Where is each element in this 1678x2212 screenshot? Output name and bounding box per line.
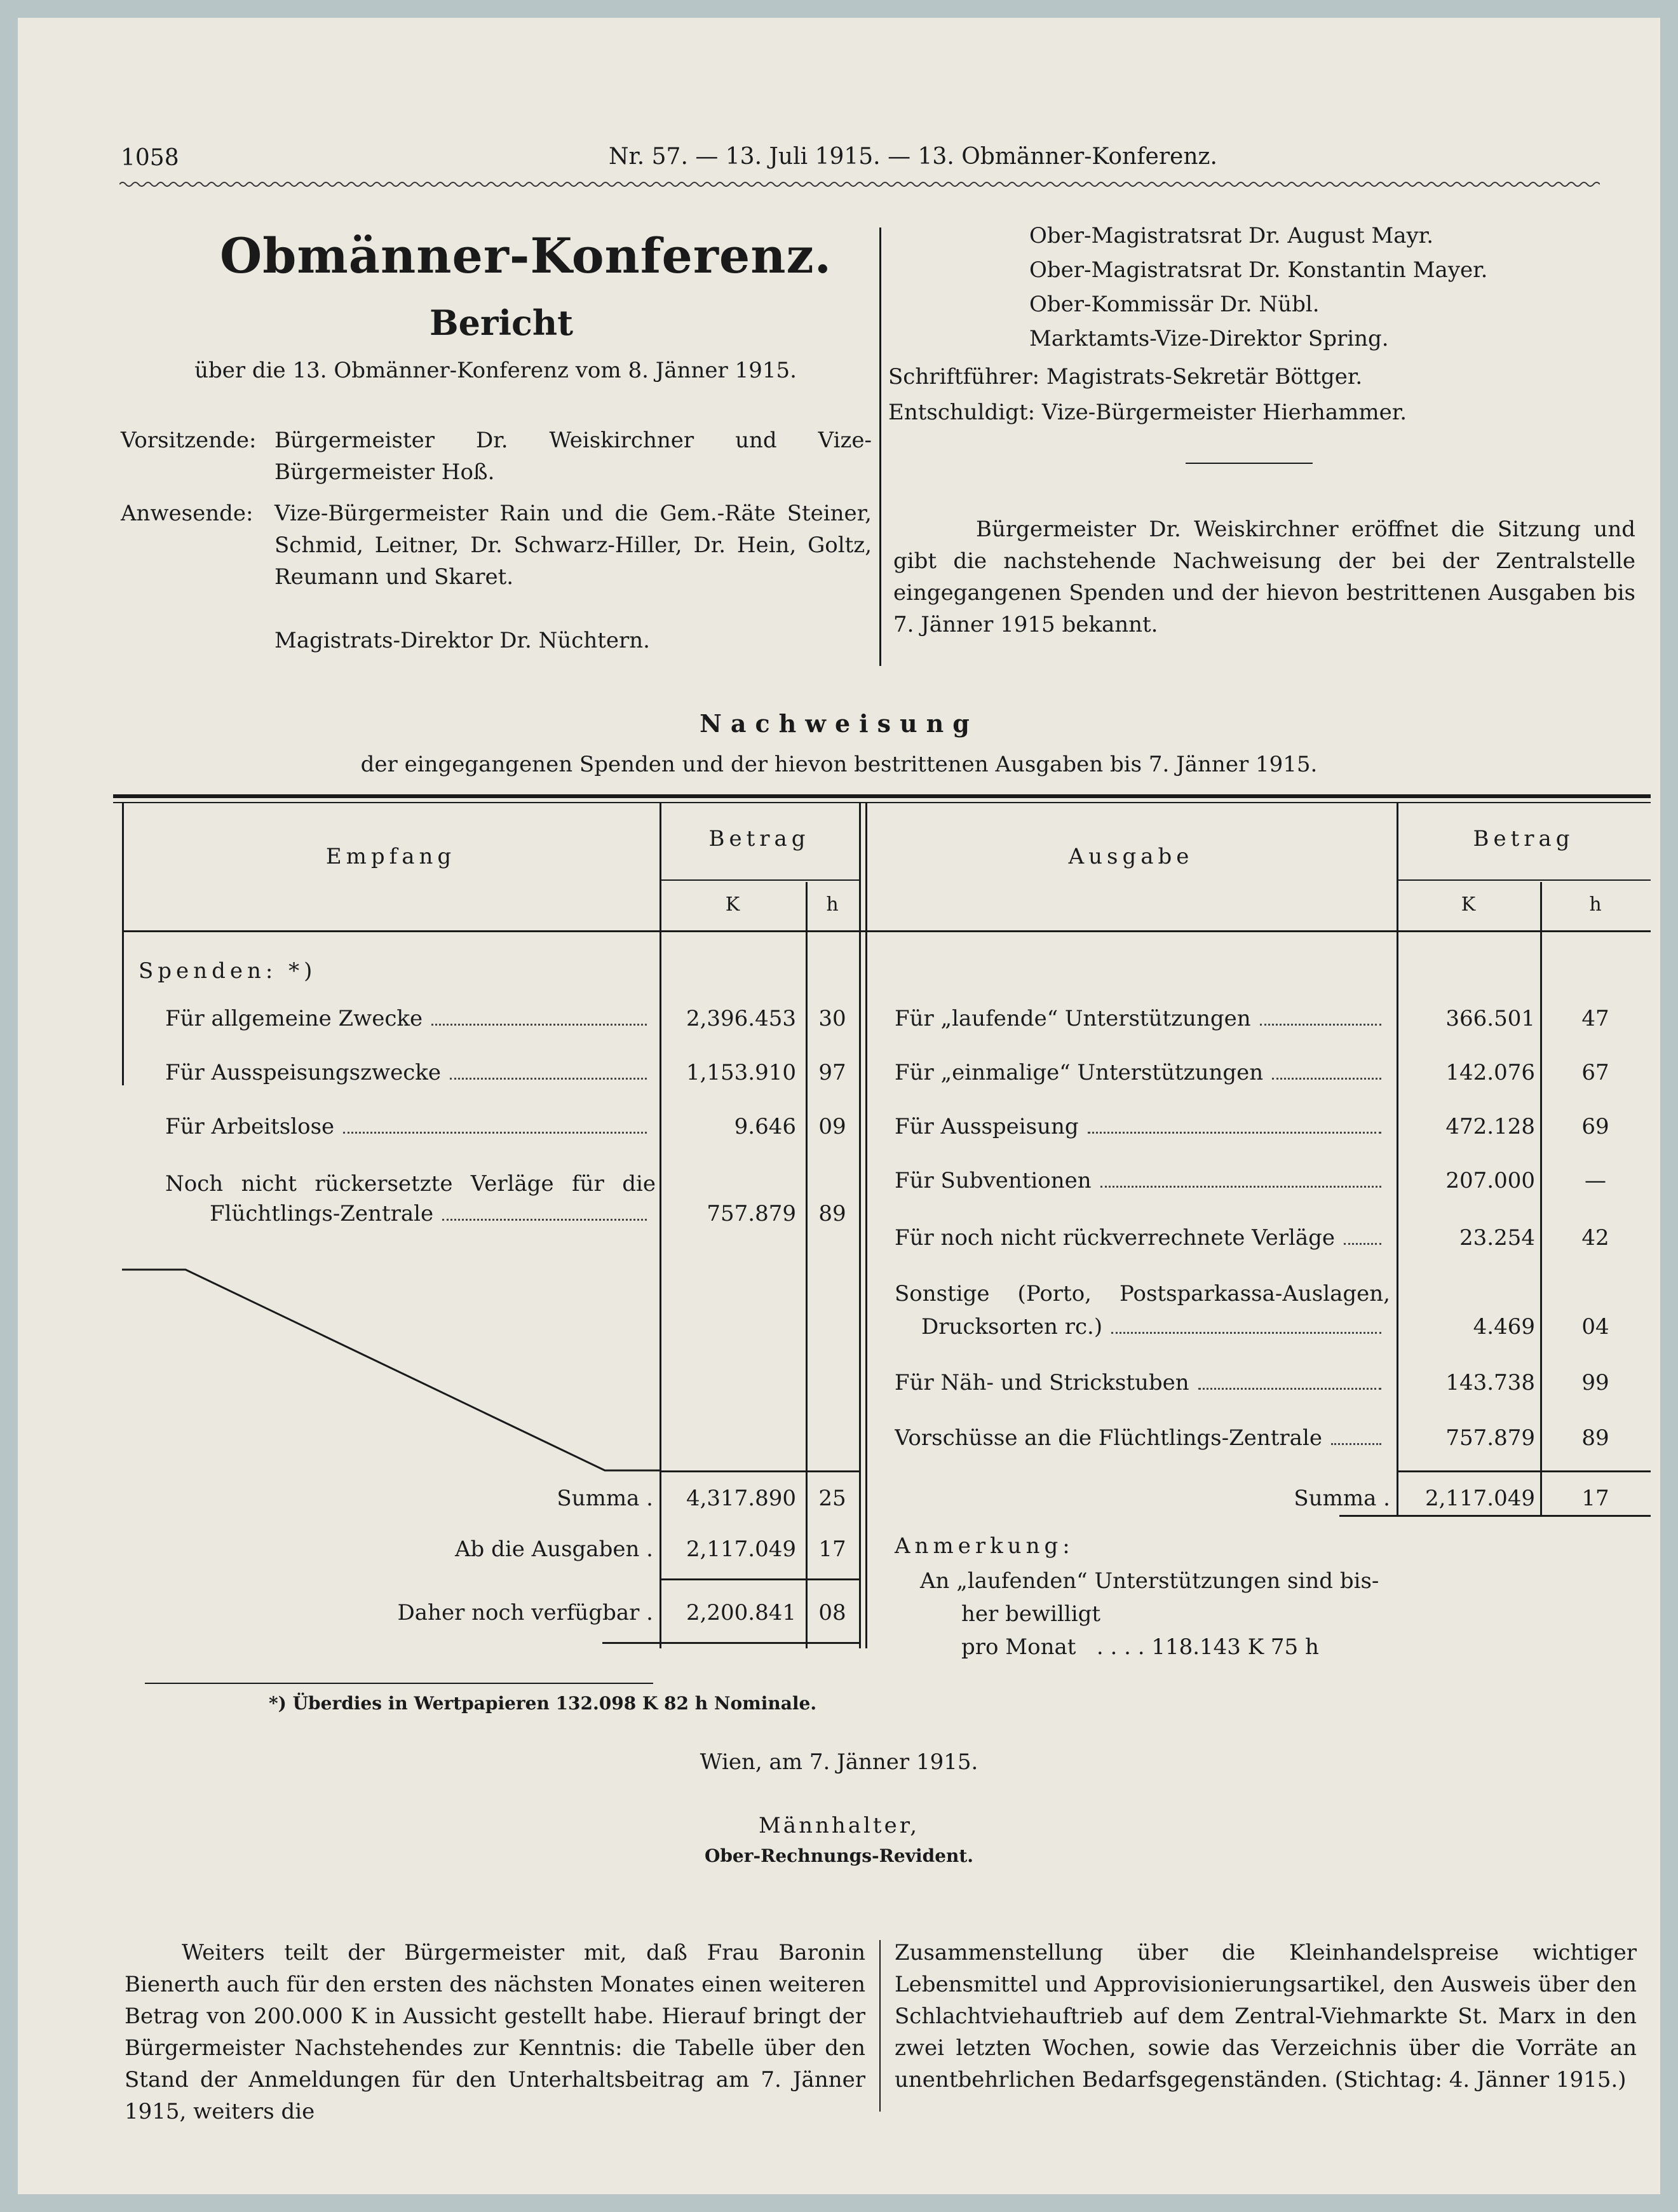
expense-k: 207.000 [1445, 1168, 1535, 1193]
vorsitzende-label: Vorsitzende: [121, 428, 257, 453]
expense-h: 67 [1581, 1060, 1609, 1085]
ab-k: 2,117.049 [686, 1537, 796, 1562]
page-number: 1058 [121, 145, 179, 171]
expense-row: Für „einmalige“ Unterstützungen [895, 1060, 1390, 1085]
expense-row: Für Näh- und Strickstuben [895, 1370, 1390, 1395]
income-k: 9.646 [734, 1114, 796, 1139]
signature-title: Ober-Rechnungs-Revident. [704, 1845, 974, 1866]
col-empfang: Empfang [325, 844, 456, 869]
expense-h: 42 [1581, 1225, 1609, 1251]
table-top-rule [113, 794, 1651, 798]
expense-k: 366.501 [1445, 1006, 1535, 1031]
anmerkung-label: Anmerkung: [895, 1533, 1074, 1559]
expense-row: Drucksorten rc.) [921, 1314, 1390, 1340]
expense-row-line1: Sonstige (Porto, Postsparkassa-Auslagen, [895, 1281, 1390, 1306]
anwesende-text: Vize-Bürgermeister Rain und die Gem.-Räte Steiner, Schmid, Leitner, Dr. Schwarz-Hiller, Dr. Hein, Goltz, Reumann und Skaret. [274, 501, 872, 590]
col-betrag-out: Betrag [1473, 826, 1574, 852]
expense-row: Für Subventionen [895, 1168, 1390, 1193]
diagonal-filler-line [122, 1257, 660, 1473]
anmerkung-line2: her bewilligt [961, 1601, 1100, 1627]
anmerkung-line3: pro Monat . . . . 118.143 K 75 h [961, 1634, 1319, 1660]
income-row: Flüchtlings-Zentrale [210, 1201, 656, 1226]
income-h: 30 [818, 1006, 846, 1031]
income-h: 97 [818, 1060, 846, 1085]
expense-k: 143.738 [1445, 1370, 1535, 1395]
short-rule [1186, 463, 1313, 464]
ab-h: 17 [818, 1537, 846, 1562]
anmerkung-line1: An „laufenden“ Unterstützungen sind bis- [920, 1568, 1379, 1594]
ab-label: Ab die Ausgaben . [454, 1537, 653, 1562]
attendee-3: Ober-Kommissär Dr. Nübl. [1029, 292, 1320, 317]
income-h: 09 [818, 1114, 846, 1139]
summa-out-k: 2,117.049 [1424, 1486, 1535, 1511]
expense-k: 757.879 [1445, 1425, 1535, 1451]
closing-right: Zusammenstellung über die Kleinhandelspreise wichtiger Lebensmittel und Approvisionierungsartikel, den Ausweis über den Schlachtviehauftrieb auf dem Zentral-Viehmarkte St. Marx in den zwei letzten Wochen, sowie das Verzeichnis über die Vorräte an unentbehrlichen Bedarfsgegenständen. (Stichtag: 4. Jänner 1915.) [895, 1940, 1637, 2093]
daher-label: Daher noch verfügbar . [397, 1600, 653, 1625]
vorsitzende-text: Bürgermeister Dr. Weiskirchner und Vize-Bürgermeister Hoß. [274, 428, 872, 485]
footnote-rule [145, 1683, 653, 1684]
expense-h: 69 [1581, 1114, 1609, 1139]
page [18, 18, 1660, 2194]
summa-out-h: 17 [1581, 1486, 1609, 1511]
col-k-out: K [1461, 893, 1476, 916]
running-title: Nr. 57. — 13. Juli 1915. — 13. Obmänner-Konferenz. [609, 144, 1217, 170]
direktor: Magistrats-Direktor Dr. Nüchtern. [274, 628, 650, 653]
anwesende-label: Anwesende: [121, 501, 254, 526]
expense-row: Vorschüsse an die Flüchtlings-Zentrale [895, 1425, 1390, 1451]
summa-in-h: 25 [818, 1486, 846, 1511]
expense-h: 04 [1581, 1314, 1609, 1340]
report-subtitle: Bericht [430, 302, 574, 343]
income-row-line1: Noch nicht rückersetzte Verläge für die [165, 1171, 656, 1197]
col-h-in: h [826, 893, 839, 916]
expense-k: 4.469 [1473, 1314, 1535, 1340]
income-k: 2,396.453 [686, 1006, 796, 1031]
expense-h: 47 [1581, 1006, 1609, 1031]
summa-out-label: Summa . [1294, 1486, 1390, 1511]
expense-k: 142.076 [1445, 1060, 1535, 1085]
wavy-rule [119, 178, 1600, 191]
schriftfuehrer: Schriftführer: Magistrats-Sekretär Böttger. [888, 364, 1363, 390]
report-intro: über die 13. Obmänner-Konferenz vom 8. Jänner 1915. [194, 358, 797, 383]
daher-k: 2,200.841 [686, 1600, 796, 1625]
expense-row: Für Ausspeisung [895, 1114, 1390, 1139]
attendee-2: Ober-Magistratsrat Dr. Konstantin Mayer. [1029, 257, 1488, 283]
closing-left: Weiters teilt der Bürgermeister mit, daß Frau Baronin Bienerth auch für den ersten des nächsten Monates einen weiteren Betrag von 200.000 K in Aussicht gestellt habe. Hierauf bringt der Bürgermeister Nachstehendes zur Kenntnis: die Tabelle über den Stand der Anmeldungen für den Unterhaltsbeitrag am 7. Jänner 1915, weiters die [125, 1940, 865, 2124]
income-row: Für allgemeine Zwecke [165, 1006, 656, 1031]
col-betrag-in: Betrag [708, 826, 810, 852]
attendee-4: Marktamts-Vize-Direktor Spring. [1029, 326, 1389, 351]
expense-h: 99 [1581, 1370, 1609, 1395]
table-caption: der eingegangenen Spenden und der hievon bestrittenen Ausgaben bis 7. Jänner 1915. [360, 752, 1318, 777]
place-date: Wien, am 7. Jänner 1915. [700, 1749, 978, 1775]
attendee-1: Ober-Magistratsrat Dr. August Mayr. [1029, 223, 1434, 248]
entschuldigt: Entschuldigt: Vize-Bürgermeister Hierhammer. [888, 400, 1407, 425]
col-ausgabe: Ausgabe [1068, 844, 1194, 869]
table-heading: Nachweisung [700, 709, 978, 738]
summa-in-label: Summa . [557, 1486, 653, 1511]
income-k: 757.879 [707, 1201, 796, 1226]
daher-h: 08 [818, 1600, 846, 1625]
income-row: Für Ausspeisungszwecke [165, 1060, 656, 1085]
expense-row: Für „laufende“ Unterstützungen [895, 1006, 1390, 1031]
income-h: 89 [818, 1201, 846, 1226]
report-title: Obmänner-Konferenz. [220, 227, 832, 284]
income-row: Für Arbeitslose [165, 1114, 656, 1139]
income-k: 1,153.910 [686, 1060, 796, 1085]
expense-h: 89 [1581, 1425, 1609, 1451]
col-h-out: h [1589, 893, 1602, 916]
column-divider [879, 227, 881, 666]
opening-paragraph: Bürgermeister Dr. Weiskirchner eröffnet die Sitzung und gibt die nachstehende Nachweisung der bei der Zentralstelle eingegangenen Spenden und der hievon bestrittenen Ausgaben bis 7. Jänner 1915 bekannt. [893, 517, 1635, 637]
signature-name: Männhalter, [758, 1813, 920, 1838]
col-k-in: K [725, 893, 740, 916]
spenden-label: Spenden: *) [139, 958, 317, 984]
expense-k: 472.128 [1445, 1114, 1535, 1139]
expense-h: — [1585, 1168, 1606, 1193]
summa-in-k: 4,317.890 [686, 1486, 796, 1511]
expense-row: Für noch nicht rückverrechnete Verläge [895, 1225, 1390, 1251]
expense-k: 23.254 [1459, 1225, 1535, 1251]
footnote: *) Überdies in Wertpapieren 132.098 K 82 h Nominale. [269, 1693, 817, 1714]
